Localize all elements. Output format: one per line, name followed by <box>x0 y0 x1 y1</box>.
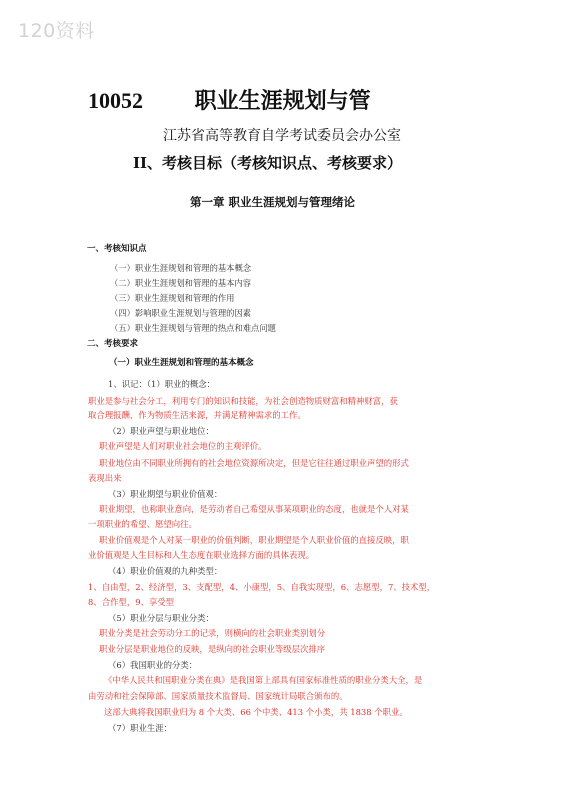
body-line: 业价值观是人生目标和人生态度在职业选择方面的具体表现。 <box>88 550 315 560</box>
issuing-organization: 江苏省高等教育自学考试委员会办公室 <box>163 128 401 144</box>
body-line: 职业分层是职业地位的反映，是纵向的社会职业等级层次排序 <box>99 644 326 654</box>
course-name: 职业生涯规划与管 <box>194 89 371 114</box>
requirements-subheading: （一）职业生涯规划和管理的基本概念 <box>109 358 254 368</box>
knowledge-point-item: （四）影响职业生涯规划与管理的因素 <box>110 308 252 318</box>
body-line: 1、识记：（1）职业的概念： <box>108 379 215 389</box>
body-line: 职业地位由不同职业所拥有的社会地位资源所决定，但是它往往通过职业声望的形式 <box>99 458 409 468</box>
document-title <box>88 84 371 115</box>
watermark-logo: 120资料 <box>18 20 95 42</box>
body-line: （6）我国职业的分类： <box>108 660 198 670</box>
body-line: 职业声望是人们对职业社会地位的主观评价。 <box>99 441 267 451</box>
body-line: （2）职业声望与职业地位： <box>108 426 214 436</box>
requirements-heading: 二、考核要求 <box>87 339 139 349</box>
body-line: （3）职业期望与职业价值观： <box>108 489 223 499</box>
knowledge-point-item: （二）职业生涯规划和管理的基本内容 <box>110 278 252 288</box>
body-line: 职业分类是社会劳动分工的记录，则横向的社会职业类别划分 <box>99 628 326 638</box>
body-line: （5）职业分层与职业分类： <box>108 613 214 623</box>
body-line: 由劳动和社会保障部、国家质量技术监督局、国家统计局联合颁布的。 <box>88 691 348 701</box>
section-heading: II、考核目标（考核知识点、考核要求） <box>133 154 403 172</box>
body-line: 8、合作型，9、享受型 <box>88 597 175 607</box>
body-line: 这部大典将我国职业归为 8 个大类、66 个中类、413 个小类，共 1838 个职业。 <box>104 707 408 717</box>
body-line: 表现出来 <box>88 473 122 483</box>
body-line: 职业价值观是个人对某一职业的价值判断，职业期望是个人职业价值的直接反映，职 <box>99 535 409 545</box>
knowledge-point-item: （三）职业生涯规划和管理的作用 <box>110 293 235 303</box>
body-line: 一项职业的希望、愿望向往。 <box>88 519 197 529</box>
course-code: 10052 <box>88 88 143 113</box>
body-line: 1、自由型，2、经济型，3、支配型，4、小康型，5、自我实现型，6、志愿型，7、技术型， <box>88 582 436 592</box>
knowledge-point-item: （五）职业生涯规划与管理的热点和难点问题 <box>110 323 276 333</box>
body-line: 职业是参与社会分工，利用专门的知识和技能，为社会创造物质财富和精神财富，获 <box>88 396 398 406</box>
body-line: 取合理报酬，作为物质生活来源，并满足精神需求的工作。 <box>88 410 306 420</box>
body-line: （7）职业生涯： <box>108 723 172 733</box>
knowledge-points-heading: 一、考核知识点 <box>87 244 147 254</box>
body-line: 职业期望，也称职业意向，是劳动者自己希望从事某项职业的态度，也就是个人对某 <box>99 504 409 514</box>
body-line: 《中华人民共和国职业分类在典》是我国第上部具有国家标准性质的职业分类大全，是 <box>104 675 423 685</box>
knowledge-point-item: （一）职业生涯规划和管理的基本概念 <box>110 263 252 273</box>
body-line: （4）职业价值观的九种类型： <box>108 566 223 576</box>
chapter-heading: 第一章 职业生涯规划与管理绪论 <box>190 195 356 209</box>
